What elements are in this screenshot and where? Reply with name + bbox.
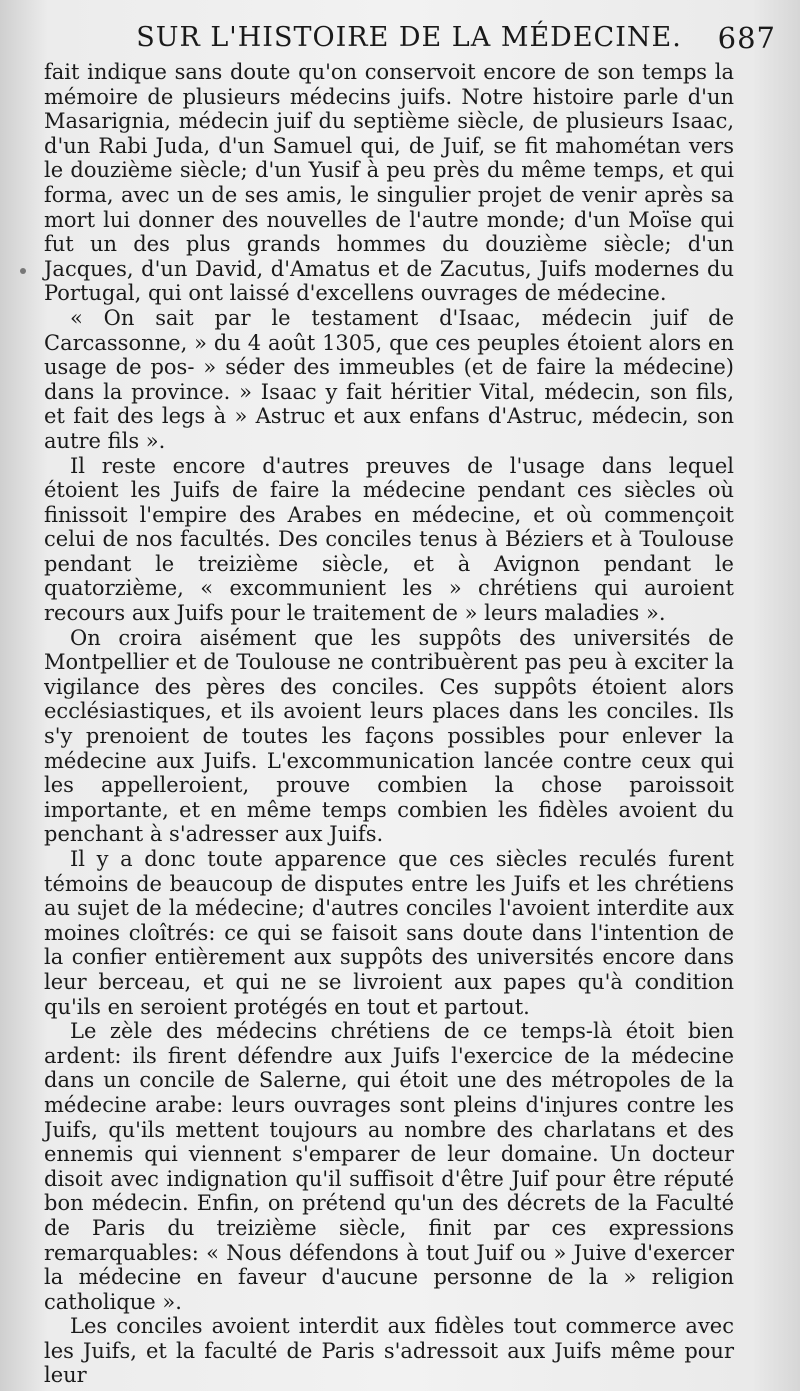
paragraph: Les conciles avoient interdit aux fidèles tout commerce avec les Juifs, et la faculté de Paris s'adressoit aux Juifs même pour leur [44, 1314, 734, 1388]
body-text [44, 60, 734, 1388]
running-header [44, 18, 776, 58]
paragraph: Il reste encore d'autres preuves de l'usage dans lequel étoient les Juifs de faire la médecine pendant ces siècles où finissoit l'empire des Arabes en médecine, et où commençoit celui de nos facultés. Des conciles tenus à Béziers et à Toulouse pendant le treizième siècle, et à Avignon pendant le quatorzième, « excommunient les » chrétiens qui auroient recours aux Juifs pour le traitement de » leurs maladies ». [44, 453, 734, 626]
paragraph: Il y a donc toute apparence que ces siècles reculés furent témoins de beaucoup de disputes entre les Juifs et les chrétiens au sujet de la médecine; d'autres conciles l'avoient interdite aux moines cloîtrés: ce qui se faisoit sans doute dans l'intention de la confier entièrement aux suppôts des universités encore dans leur berceau, et qui ne se livroient aux papes qu'à condition qu'ils en seroient protégés en tout et partout. [44, 847, 734, 1019]
ink-spot [20, 268, 26, 274]
paragraph: « On sait par le testament d'Isaac, médecin juif de Carcassonne, » du 4 août 1305, que ces peuples étoient alors en usage de pos- » séder des immeubles (et de faire la médecine) dans la province. » Isaac y fait héritier Vital, médecin, son fils, et fait des legs à » Astruc et aux enfans d'Astruc, médecin, son autre fils ». [44, 305, 734, 453]
paragraph: fait indique sans doute qu'on conservoit encore de son temps la mémoire de plusieurs médecins juifs. Notre histoire parle d'un Masarignia, médecin juif du septième siècle, de plusieurs Isaac, d'un Rabi Juda, d'un Samuel qui, de Juif, se fit mahométan vers le douzième siècle; d'un Yusif à peu près du même temps, et qui forma, avec un de ses amis, le singulier projet de venir après sa mort lui donner des nouvelles de l'autre monde; d'un Moïse qui fut un des plus grands hommes du douzième siècle; d'un Jacques, d'un David, d'Amatus et de Zacutus, Juifs modernes du Portugal, qui ont laissé d'excellens ouvrages de médecine. [44, 60, 734, 306]
paragraph: Le zèle des médecins chrétiens de ce temps-là étoit bien ardent: ils firent défendre aux Juifs l'exercice de la médecine dans un concile de Salerne, qui étoit une des métropoles de la médecine arabe: leurs ouvrages sont pleins d'injures contre les Juifs, qu'ils mettent toujours au nombre des charlatans et des ennemis qui viennent s'emparer de leur domaine. Un docteur disoit avec indignation qu'il suffisoit d'être Juif pour être réputé bon médecin. Enfin, on prétend qu'un des décrets de la Faculté de Paris du treizième siècle, finit par ces expressions remarquables: « Nous défendons à tout Juif ou » Juive d'exercer la médecine en faveur d'aucune personne de la » religion catholique ». [44, 1019, 734, 1314]
running-title: SUR L'HISTOIRE DE LA MÉDECINE. [136, 22, 682, 53]
page-number: 687 [717, 21, 776, 55]
paragraph: On croira aisément que les suppôts des universités de Montpellier et de Toulouse ne contribuèrent pas peu à exciter la vigilance des pères des conciles. Ces suppôts étoient alors ecclésiastiques, et ils avoient leurs places dans les conciles. Ils s'y prenoient de toutes les façons possibles pour enlever la médecine aux Juifs. L'excommunication lancée contre ceux qui les appelleroient, prouve combien la chose paroissoit importante, et en même temps combien les fidèles avoient du penchant à s'adresser aux Juifs. [44, 625, 734, 847]
